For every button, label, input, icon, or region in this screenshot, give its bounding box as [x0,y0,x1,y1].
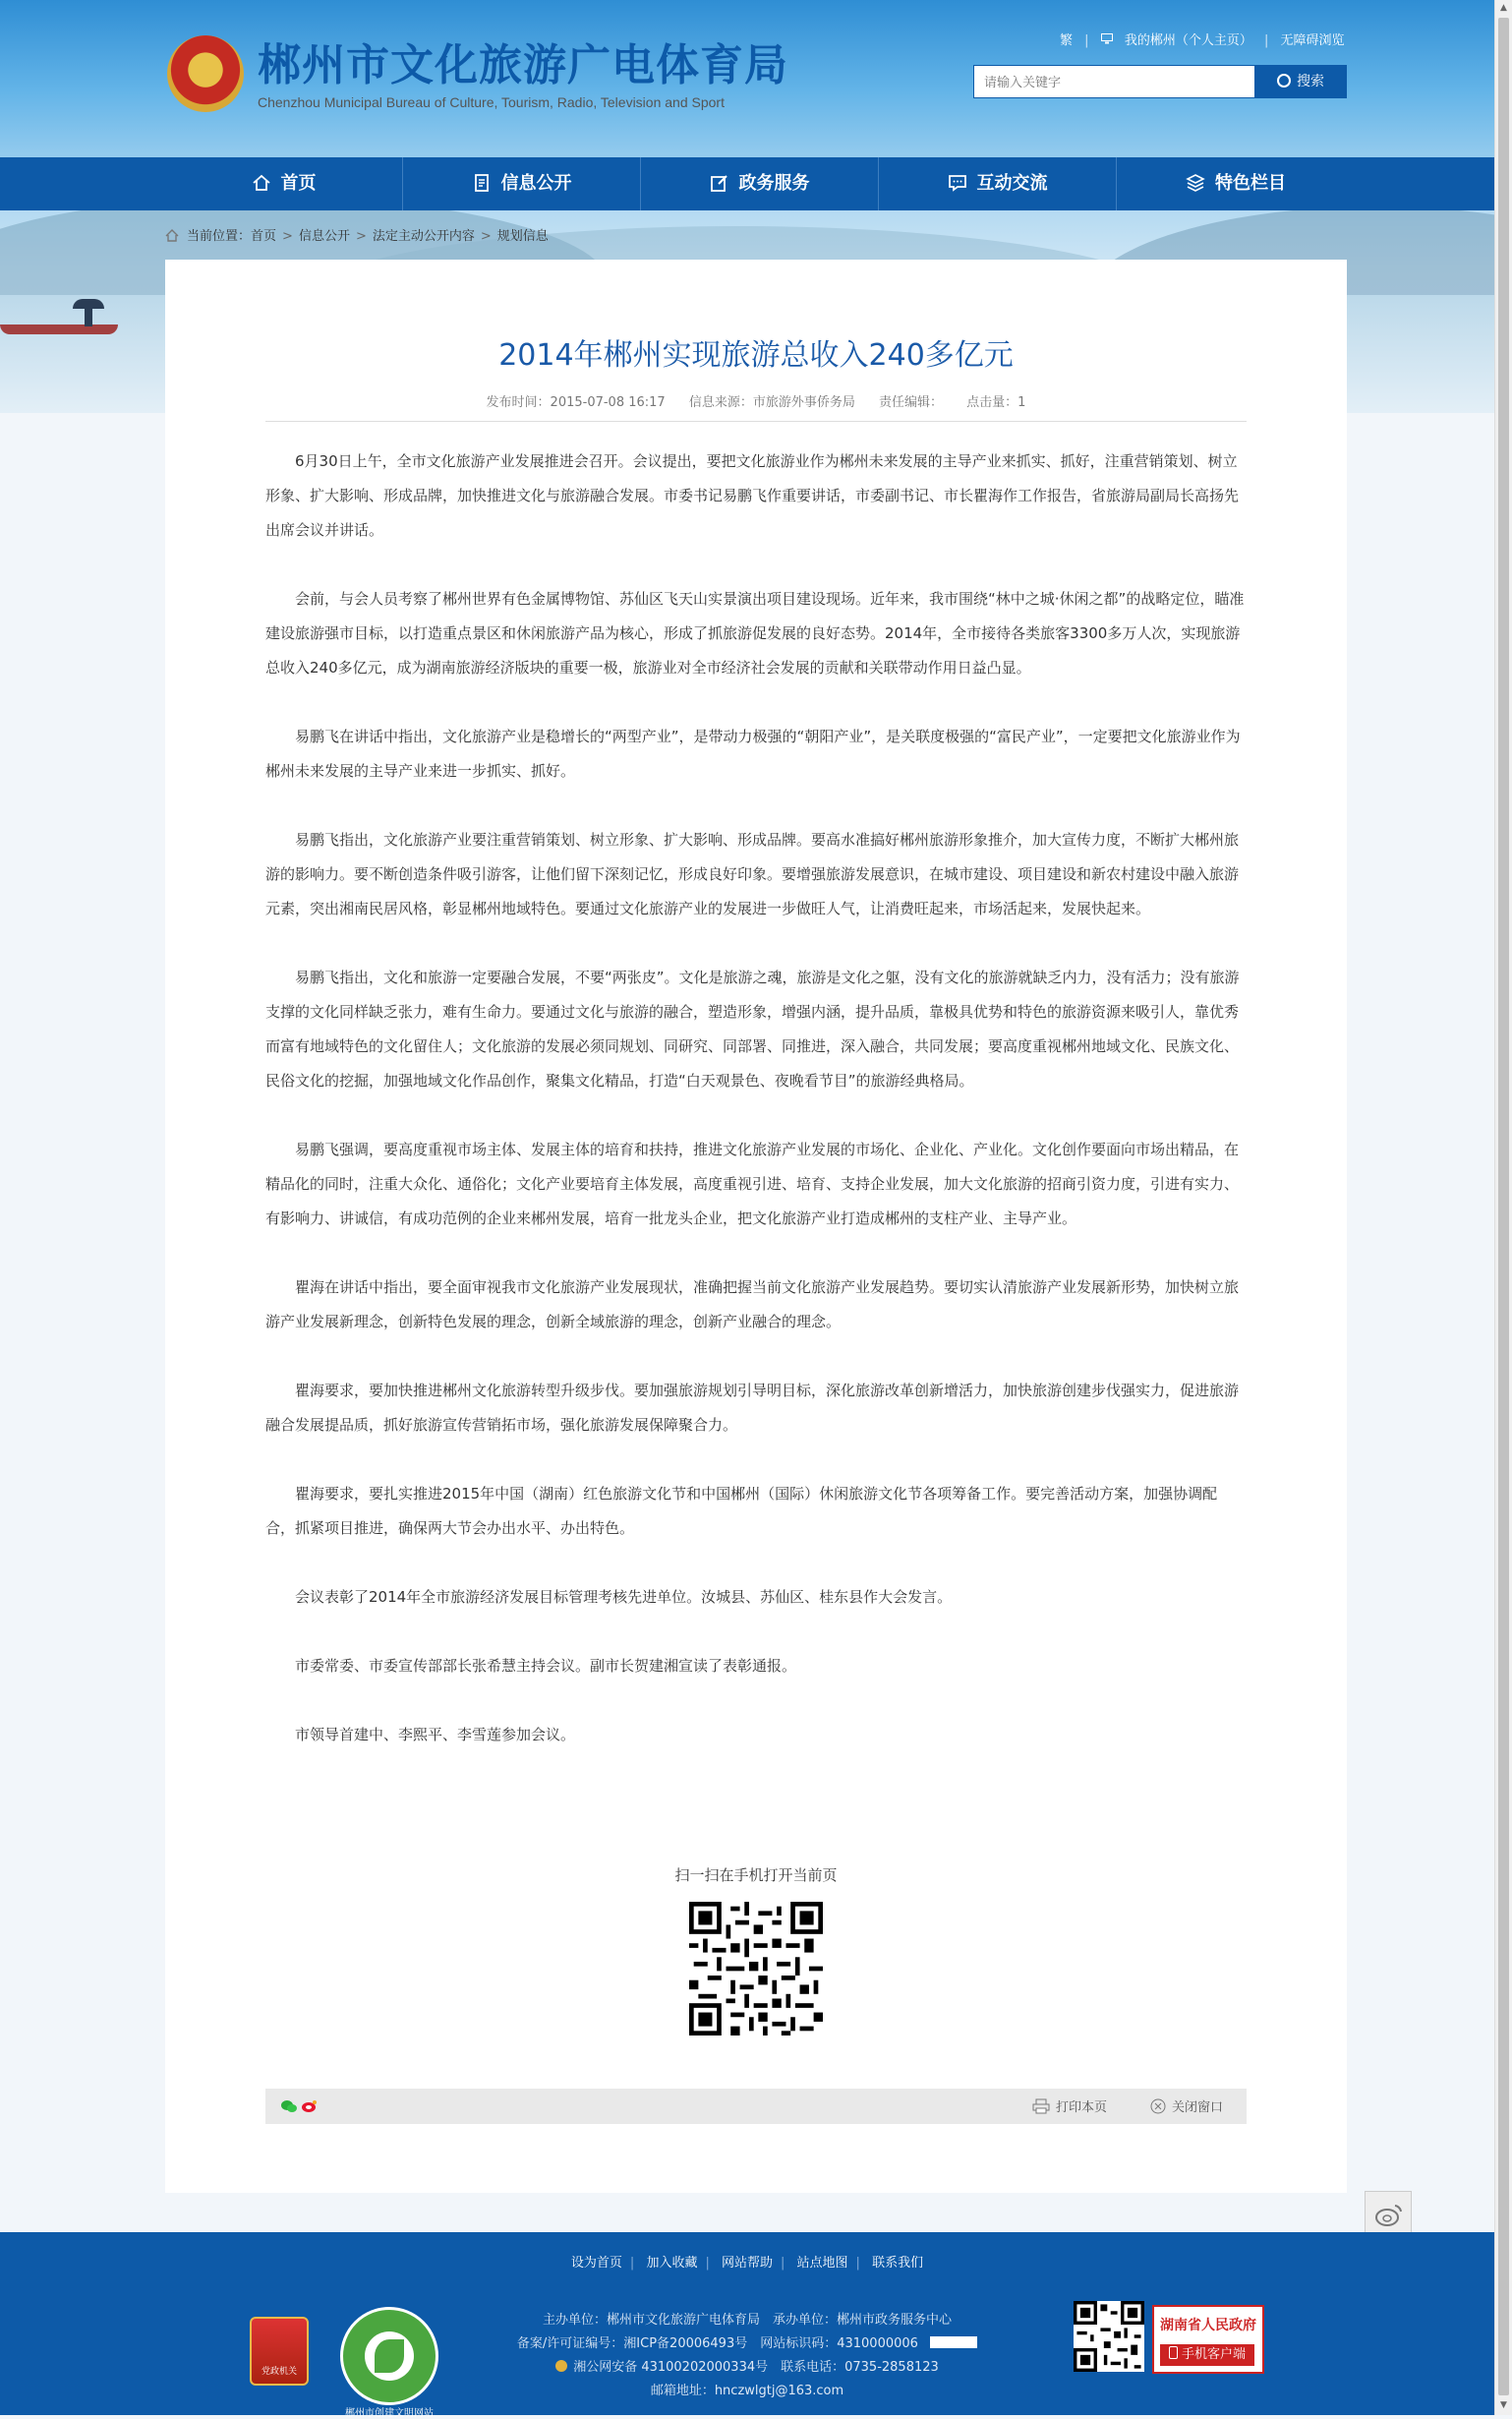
chat-icon [948,173,967,193]
wechat-icon[interactable] [281,2099,297,2113]
monitor-icon [1101,33,1117,48]
party-gov-badge[interactable]: 党政机关 [250,2317,309,2386]
editor: 责任编辑： [879,395,944,410]
search-icon [1277,74,1291,88]
view-count: 点击量：1 [966,395,1026,410]
print-button[interactable]: 打印本页 [1032,2096,1107,2115]
nav-home[interactable]: 首页 [165,157,403,210]
phone-icon [1169,2346,1178,2359]
site-title[interactable]: 郴州市文化旅游广电体育局 [258,40,788,90]
paragraph: 会前，与会人员考察了郴州世界有色金属博物馆、苏仙区飞天山实景演出项目建设现场。近年来，我市围绕“林中之城·休闲之都”的战略定位，瞄准建设旅游强市目标，以打造重点景区和休闲旅游产品为核心，形成了抓旅游促发展的良好态势。2014年，全市接待各类旅客3300多万人次，实现旅游总收入240多亿元，成为湖南旅游经济版块的重要一极，旅游业对全市经济社会发展的贡献和关联带动作用日益凸显。 [265,590,1245,677]
footer-qr-code [1074,2301,1144,2372]
home-icon [165,229,179,246]
footer-link-set-home[interactable]: 设为首页 [570,2256,622,2271]
breadcrumb-legal-disclosure[interactable]: 法定主动公开内容 [372,229,475,244]
home-icon [252,173,271,193]
edit-icon [710,173,729,193]
paragraph: 瞿海在讲话中指出，要全面审视我市文化旅游产业发展现状，准确把握当前文化旅游产业发展趋势。要切实认清旅游产业发展新形势，加快树立旅游产业发展新理念，创新特色发展的理念，创新全域旅游的理念，创新产业融合的理念。 [265,1278,1240,1330]
printer-icon [1032,2098,1050,2114]
search-button[interactable]: 搜索 [1254,65,1347,98]
traditional-chinese-link[interactable]: 繁 [1060,33,1074,48]
search-input[interactable] [973,65,1294,98]
paragraph: 易鹏飞指出，文化旅游产业要注重营销策划、树立形象、扩大影响、形成品牌。要高水准搞好郴州旅游形象推介，加大宣传力度，不断扩大郴州旅游的影响力。要不断创造条件吸引游客，让他们留下深刻记忆，形成良好印象。要增强旅游发展意识，在城市建设、项目建设和新农村建设中融入旅游元素，突出湘南民居风格，彰显郴州地域特色。要通过文化旅游产业的发展进一步做旺人气，让消费旺起来，市场活起来，发展快起来。 [265,831,1240,917]
footer-link-favorite[interactable]: 加入收藏 [646,2256,698,2271]
qr-code [689,1902,823,2036]
divider [265,421,1247,422]
qr-caption: 扫一扫在手机打开当前页 [674,1866,838,1884]
footer-links: 设为首页 | 加入收藏 | 网站帮助 | 站点地图 | 联系我们 [570,2256,924,2271]
main-nav [0,157,1494,210]
nav-interaction[interactable]: 互动交流 [879,157,1117,210]
boat-decoration [0,324,118,334]
weibo-share-button[interactable] [1365,2191,1412,2238]
footer-host: 主办单位：郴州市文化旅游广电体育局 承办单位：郴州市政务服务中心 [542,2313,952,2328]
paragraph: 瞿海要求，要加快推进郴州文化旅游转型升级步伐。要加强旅游规划引导明目标，深化旅游改革创新增活力，加快旅游创建步伐强实力，促进旅游融合发展提品质，抓好旅游宣传营销拓市场，强化旅游发展保障聚合力。 [265,1382,1240,1434]
footer-link-contact[interactable]: 联系我们 [872,2256,924,2271]
weibo-icon[interactable] [302,2099,318,2113]
scroll-down-icon[interactable]: ▼ [1500,2400,1507,2410]
national-emblem-icon [167,35,244,112]
close-icon [1150,2098,1166,2114]
scroll-up-icon[interactable]: ▲ [1500,3,1507,13]
article-title: 2014年郴州实现旅游总收入240多亿元 [498,338,1014,373]
footer-link-help[interactable]: 网站帮助 [721,2256,773,2271]
scrollbar[interactable] [1494,0,1512,2415]
breadcrumb-info-public[interactable]: 信息公开 [298,229,350,244]
civilized-website-label: 郴州市创建文明网站 [345,2408,434,2419]
paragraph: 瞿海要求，要扎实推进2015年中国（湖南）红色旅游文化节和中国郴州（国际）休闲旅游文化节各项筹备工作。要完善活动方案，加强协调配合，抓紧项目推进，确保两大节会办出水平、办出特色。 [265,1485,1218,1537]
publish-time: 发布时间：2015-07-08 16:17 [486,395,666,410]
nav-featured[interactable]: 特色栏目 [1117,157,1355,210]
weibo-icon [1375,2202,1403,2229]
paragraph: 市领导首建中、李熙平、李雪莲参加会议。 [295,1726,576,1743]
article-tools [265,2089,1247,2124]
my-chenzhou-link[interactable]: 我的郴州（个人主页） [1124,33,1252,48]
footer-email: 邮箱地址：hnczwlgtj@163.com [650,2384,844,2398]
share-icons [281,2098,318,2117]
nav-info-public[interactable]: 信息公开 [403,157,641,210]
paragraph: 易鹏飞指出，文化和旅游一定要融合发展，不要“两张皮”。文化是旅游之魂，旅游是文化之躯，没有文化的旅游就缺乏内力，没有活力；没有旅游支撑的文化同样缺乏张力，难有生命力。要通过文化与旅游的融合，塑造形象，增强内涵，提升品质，靠极具优势和特色的旅游资源来吸引人，靠优秀而富有地域特色的文化留住人；文化旅游的发展必须同规划、同研究、同部署、同推进，深入融合，共同发展；要高度重视郴州地域文化、民族文化、民俗文化的挖掘，加强地域文化作品创作，聚集文化精品，打造“白天观景色、夜晚看节目”的旅游经典格局。 [265,969,1240,1090]
top-links: 繁 | 我的郴州（个人主页） | 无障碍浏览 [1060,33,1345,48]
accessibility-link[interactable]: 无障碍浏览 [1280,33,1345,48]
paragraph: 市委常委、市委宣传部部长张希慧主持会议。副市长贺建湘宣读了表彰通报。 [295,1657,797,1675]
paragraph: 易鹏飞强调，要高度重视市场主体、发展主体的培育和扶持，推进文化旅游产业发展的市场化、企业化、产业化。文化创作要面向市场出精品，在精品化的同时，注重大众化、通俗化；文化产业要培育主体发展，高度重视引进、培育、支持企业发展，加大文化旅游的招商引资力度，引进有实力、有影响力、讲诚信，有成功范例的企业来郴州发展，培育一批龙头企业，把文化旅游产业打造成郴州的支柱产业、主导产业。 [265,1141,1240,1227]
article-card [165,260,1347,2193]
breadcrumb-planning-info[interactable]: 规划信息 [496,229,549,244]
article-body [265,444,1247,1752]
footer-link-sitemap[interactable]: 站点地图 [796,2256,848,2271]
article-meta [165,391,1347,410]
breadcrumb: 当前位置：首页 > 信息公开 > 法定主动公开内容 > 规划信息 [165,225,549,246]
document-icon [472,173,492,193]
scroll-thumb[interactable] [1498,18,1509,2395]
footer-icp: 备案/许可证编号：湘ICP备20006493号 网站标识码：4310000006 [0,2332,1494,2351]
hunan-gov-app-badge[interactable]: 湖南省人民政府 手机客户端 [1152,2305,1264,2374]
info-source: 信息来源：市旅游外事侨务局 [688,395,855,410]
footer [0,2232,1494,2419]
paragraph: 易鹏飞在讲话中指出，文化旅游产业是稳增长的“两型产业”，是带动力极强的“朝阳产业”，是关联度极强的“富民产业”，一定要把文化旅游业作为郴州未来发展的主导产业来进一步抓实、抓好。 [265,728,1241,780]
breadcrumb-home[interactable]: 首页 [251,229,277,244]
layers-icon [1186,173,1205,193]
close-window-button[interactable]: 关闭窗口 [1150,2096,1223,2115]
site-title-en: Chenzhou Municipal Bureau of Culture, Tourism, Radio, Television and Sport [258,94,725,110]
cnzz-badge[interactable] [930,2336,977,2348]
paragraph: 6月30日上午，全市文化旅游产业发展推进会召开。会议提出，要把文化旅游业作为郴州未来发展的主导产业来抓实、抓好，注重营销策划、树立形象、扩大影响、形成品牌，加快推进文化与旅游融合发展。市委书记易鹏飞作重要讲话，市委副书记、市长瞿海作工作报告，省旅游局副局长高扬先出席会议并讲话。 [265,452,1240,539]
paragraph: 会议表彰了2014年全市旅游经济发展目标管理考核先进单位。汝城县、苏仙区、桂东县作大会发言。 [295,1588,953,1606]
footer-police: 湘公网安备 43100202000334号 联系电话：0735-2858123 [0,2356,1494,2375]
nav-gov-service[interactable]: 政务服务 [641,157,879,210]
police-badge-icon [555,2360,567,2372]
